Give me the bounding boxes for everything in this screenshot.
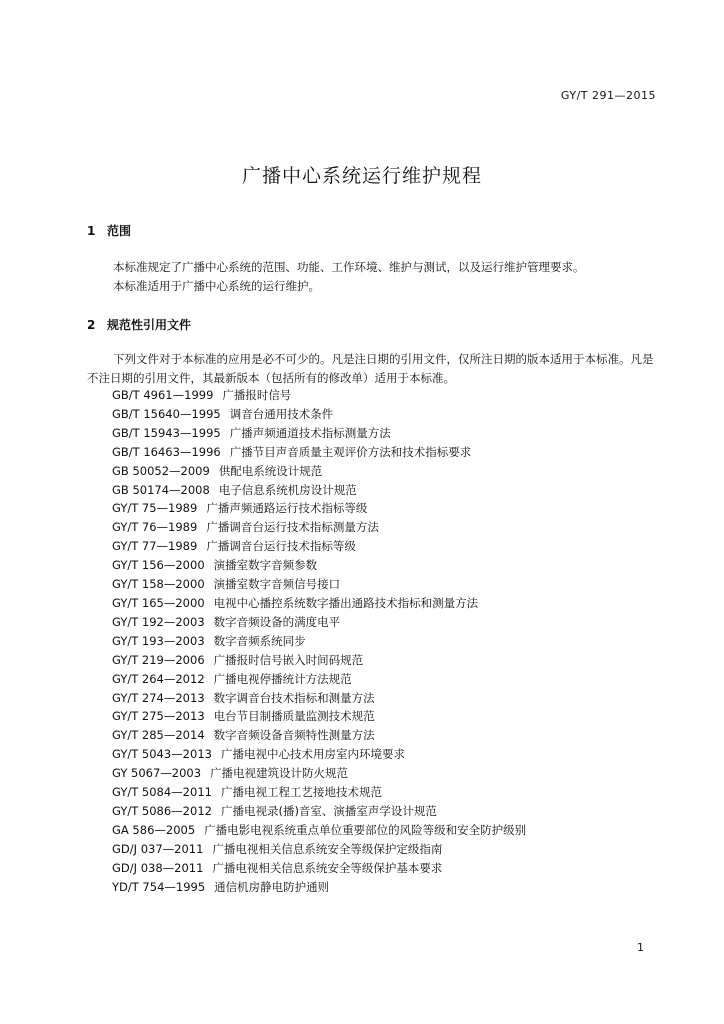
reference-item bbox=[112, 594, 526, 613]
reference-code: GY/T 285—2014 bbox=[112, 728, 205, 743]
reference-code: GB/T 15640—1995 bbox=[112, 406, 221, 421]
reference-list bbox=[112, 386, 526, 896]
reference-item bbox=[112, 745, 526, 764]
reference-code: GA 586—2005 bbox=[112, 822, 196, 837]
reference-code: GY/T 156—2000 bbox=[112, 558, 205, 573]
reference-title: 演播室数字音频信号接口 bbox=[213, 577, 341, 592]
reference-item bbox=[112, 707, 526, 726]
reference-item bbox=[112, 499, 526, 518]
reference-title: 广播声频通路运行技术指标等级 bbox=[206, 501, 368, 516]
reference-code: GY/T 275—2013 bbox=[112, 709, 205, 724]
standard-code-header: GY/T 291—2015 bbox=[560, 89, 656, 102]
reference-code: GY/T 165—2000 bbox=[112, 595, 205, 610]
reference-title: 广播电视建筑设计防火规范 bbox=[210, 766, 349, 781]
reference-code: GY/T 192—2003 bbox=[112, 614, 205, 629]
reference-code: GY/T 5084—2011 bbox=[112, 785, 212, 800]
reference-item bbox=[112, 651, 526, 670]
reference-title: 数字音频设备音频特性测量方法 bbox=[213, 728, 375, 743]
reference-title: 电子信息系统机房设计规范 bbox=[218, 482, 357, 497]
reference-code: GY/T 75—1989 bbox=[112, 501, 198, 516]
reference-item bbox=[112, 859, 526, 878]
reference-code: GY/T 76—1989 bbox=[112, 520, 198, 535]
reference-item bbox=[112, 878, 526, 897]
reference-title: 数字音频系统同步 bbox=[213, 633, 306, 648]
reference-item bbox=[112, 575, 526, 594]
reference-title: 广播调音台运行技术指标等级 bbox=[206, 539, 356, 554]
section-2-number: 2 bbox=[87, 318, 96, 332]
reference-item bbox=[112, 783, 526, 802]
section-2-heading bbox=[87, 316, 191, 333]
section-1-title: 范围 bbox=[107, 224, 132, 238]
reference-code: GY/T 274—2013 bbox=[112, 690, 205, 705]
reference-code: GB/T 15943—1995 bbox=[112, 425, 221, 440]
reference-code: GB 50052—2009 bbox=[112, 463, 210, 478]
reference-item bbox=[112, 386, 526, 405]
reference-item bbox=[112, 726, 526, 745]
reference-item bbox=[112, 462, 526, 481]
reference-code: GY/T 219—2006 bbox=[112, 652, 205, 667]
reference-item bbox=[112, 670, 526, 689]
section-1-body bbox=[87, 258, 657, 296]
reference-code: GB/T 16463—1996 bbox=[112, 444, 221, 459]
reference-title: 广播电视录(播)音室、演播室声学设计规范 bbox=[220, 803, 437, 818]
section-1-heading bbox=[87, 222, 131, 239]
reference-title: 广播节目声音质量主观评价方法和技术指标要求 bbox=[229, 444, 472, 459]
reference-title: 广播电视相关信息系统安全等级保护定级指南 bbox=[212, 841, 443, 856]
document-title: 广播中心系统运行维护规程 bbox=[241, 165, 482, 187]
reference-item bbox=[112, 821, 526, 840]
reference-title: 数字音频设备的满度电平 bbox=[213, 614, 341, 629]
reference-title: 广播电视相关信息系统安全等级保护基本要求 bbox=[212, 860, 443, 875]
reference-code: GD/J 038—2011 bbox=[112, 860, 204, 875]
reference-code: GY/T 264—2012 bbox=[112, 671, 205, 686]
reference-title: 调音台通用技术条件 bbox=[229, 406, 334, 421]
reference-item bbox=[112, 840, 526, 859]
reference-code: GY/T 5086—2012 bbox=[112, 803, 212, 818]
section-1-paragraph: 本标准适用于广播中心系统的运行维护。 bbox=[113, 279, 320, 293]
section-2-intro: 下列文件对于本标准的应用是必不可少的。凡是注日期的引用文件，仅所注日期的版本适用于本标准。凡是不注日期的引用文件，其最新版本（包括所有的修改单）适用于本标准。 bbox=[87, 352, 654, 385]
reference-title: 广播电视停播统计方法规范 bbox=[213, 671, 352, 686]
reference-item bbox=[112, 689, 526, 708]
reference-title: 广播调音台运行技术指标测量方法 bbox=[206, 520, 379, 535]
reference-item bbox=[112, 764, 526, 783]
reference-code: GY/T 77—1989 bbox=[112, 539, 198, 554]
section-2-title: 规范性引用文件 bbox=[107, 318, 192, 332]
reference-code: GB/T 4961—1999 bbox=[112, 388, 214, 402]
reference-item bbox=[112, 443, 526, 462]
reference-title: 广播电视工程工艺接地技术规范 bbox=[220, 785, 382, 800]
reference-code: YD/T 754—1995 bbox=[112, 879, 206, 894]
reference-item bbox=[112, 518, 526, 537]
reference-code: GY/T 193—2003 bbox=[112, 633, 205, 648]
reference-item bbox=[112, 556, 526, 575]
reference-title: 演播室数字音频参数 bbox=[213, 558, 318, 573]
reference-title: 供配电系统设计规范 bbox=[218, 463, 323, 478]
reference-item bbox=[112, 405, 526, 424]
reference-code: GY 5067—2003 bbox=[112, 766, 202, 781]
reference-item bbox=[112, 632, 526, 651]
reference-title: 广播报时信号嵌入时间码规范 bbox=[213, 652, 364, 667]
reference-code: GY/T 5043—2013 bbox=[112, 747, 212, 762]
reference-code: GD/J 037—2011 bbox=[112, 841, 204, 856]
page-number: 1 bbox=[637, 941, 644, 954]
reference-title: 通信机房静电防护通则 bbox=[214, 879, 330, 894]
reference-title: 广播电视中心技术用房室内环境要求 bbox=[220, 747, 405, 762]
reference-title: 数字调音台技术指标和测量方法 bbox=[213, 690, 375, 705]
reference-item bbox=[112, 802, 526, 821]
reference-title: 广播电影电视系统重点单位重要部位的风险等级和安全防护级别 bbox=[204, 822, 527, 837]
reference-title: 广播报时信号 bbox=[222, 388, 292, 402]
reference-item bbox=[112, 613, 526, 632]
section-1-number: 1 bbox=[87, 224, 96, 238]
reference-item bbox=[112, 424, 526, 443]
section-1-paragraph: 本标准规定了广播中心系统的范围、功能、工作环境、维护与测试，以及运行维护管理要求。 bbox=[113, 260, 585, 274]
reference-title: 电视中心播控系统数字播出通路技术指标和测量方法 bbox=[213, 595, 479, 610]
reference-item bbox=[112, 537, 526, 556]
reference-code: GY/T 158—2000 bbox=[112, 577, 205, 592]
reference-item bbox=[112, 481, 526, 500]
reference-title: 广播声频通道技术指标测量方法 bbox=[229, 425, 391, 440]
reference-title: 电台节目制播质量监测技术规范 bbox=[213, 709, 375, 724]
reference-code: GB 50174—2008 bbox=[112, 482, 210, 497]
